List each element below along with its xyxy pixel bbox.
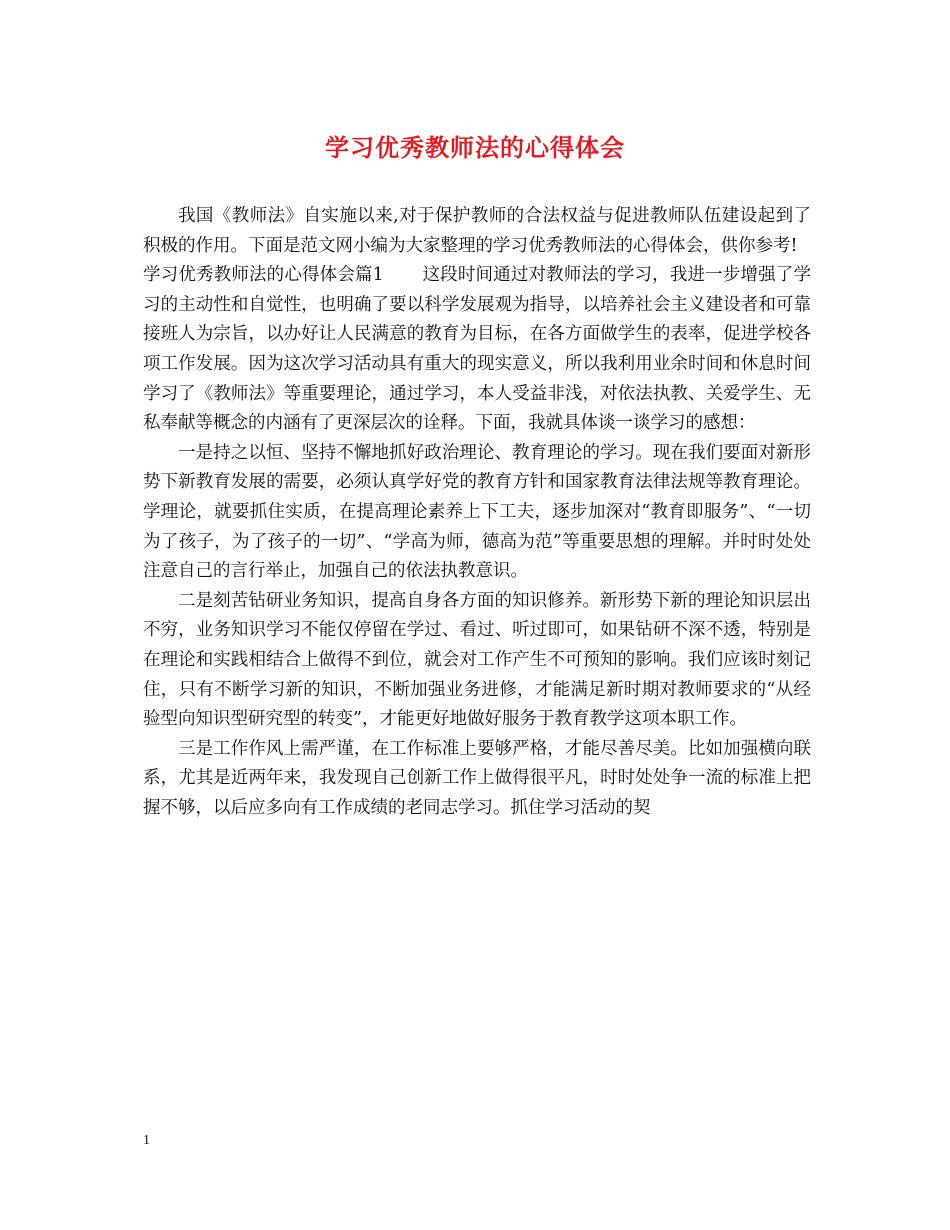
body-paragraph-1: 一是持之以恒、坚持不懈地抓好政治理论、教育理论的学习。现在我们要面对新形势下新教育发展的需要，必须认真学好党的教育方针和国家教育法律法规等教育理论。学理论，就要抓住实质，在提高理论素养上下工夫，逐步加深对“教育即服务”、“一切为了孩子，为了孩子的一切”、“学高为师，德高为范”等重要思想的理解。并时时处处注意自己的言行举止，加强自己的依法执教意识。 xyxy=(143,442,811,582)
document-body xyxy=(143,202,811,823)
section-heading: 学习优秀教师法的心得体会篇1 xyxy=(143,265,384,286)
body-paragraph-2: 二是刻苦钻研业务知识，提高自身各方面的知识修养。新形势下新的理论知识层出不穷，业务知识学习不能仅停留在学过、看过、听过即可，如果钻研不深不透，特别是在理论和实践相结合上做得不到位，就会对工作产生不可预知的影响。我们应该时刻记住，只有不断学习新的知识，不断加强业务进修，才能满足新时期对教师要求的“从经验型向知识型研究型的转变”，才能更好地做好服务于教育教学这项本职工作。 xyxy=(143,590,811,730)
document-title: 学习优秀教师法的心得体会 xyxy=(325,133,625,162)
intro-paragraph: 我国《教师法》自实施以来,对于保护教师的合法权益与促进教师队伍建设起到了积极的作用。下面是范文网小编为大家整理的学习优秀教师法的心得体会，供你参考! xyxy=(143,206,811,256)
section-opening-text: 这段时间通过对教师法的学习，我进一步增强了学习的主动性和自觉性，也明确了要以科学发展观为指导，以培养社会主义建设者和可靠接班人为宗旨，以办好让人民满意的教育为目标，在各方面做学生的表率，促进学校各项工作发展。因为这次学习活动具有重大的现实意义，所以我利用业余时间和休息时间学习了《教师法》等重要理论，通过学习，本人受益非浅，对依法执教、关爱学生、无私奉献等概念的内涵有了更深层次的诠释。下面，我就具体谈一谈学习的感想： xyxy=(143,265,811,434)
section-paragraph xyxy=(143,261,811,439)
page-number: 1 xyxy=(143,1133,150,1148)
body-paragraph-3: 三是工作作风上需严谨，在工作标准上要够严格，才能尽善尽美。比如加强横向联系，尤其是近两年来，我发现自己创新工作上做得很平凡，时时处处争一流的标准上把握不够，以后应多向有工作成绩的老同志学习。抓住学习活动的契 xyxy=(143,738,811,818)
